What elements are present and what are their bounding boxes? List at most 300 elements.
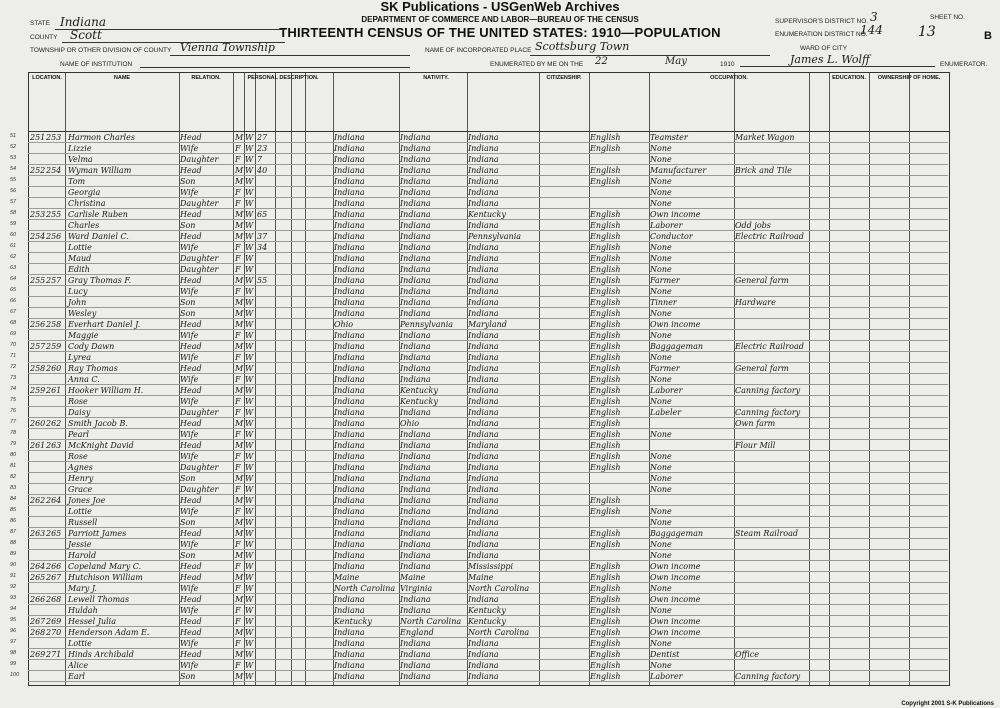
language: English bbox=[590, 254, 621, 263]
mother-birthplace: Indiana bbox=[468, 452, 499, 461]
line-number: 94 bbox=[10, 606, 17, 612]
birthplace: Indiana bbox=[334, 298, 365, 307]
relation: Daughter bbox=[180, 408, 219, 417]
birthplace: Indiana bbox=[334, 507, 365, 516]
family-number: 271 bbox=[46, 650, 62, 659]
father-birthplace: Indiana bbox=[400, 639, 431, 648]
birthplace: Indiana bbox=[334, 562, 365, 571]
relation: Head bbox=[180, 166, 202, 175]
language: English bbox=[590, 452, 621, 461]
family-number: 270 bbox=[46, 628, 62, 637]
birthplace: Indiana bbox=[334, 397, 365, 406]
line-number: 72 bbox=[10, 364, 17, 370]
language: English bbox=[590, 265, 621, 274]
location-heading: LOCATION. bbox=[32, 75, 62, 81]
occupation: None bbox=[650, 177, 672, 186]
relation: Head bbox=[180, 562, 202, 571]
language: English bbox=[590, 221, 621, 230]
relation: Wife bbox=[180, 287, 199, 296]
occupation: None bbox=[650, 584, 672, 593]
incorporated-label: NAME OF INCORPORATED PLACE bbox=[425, 47, 532, 54]
person-name: Hessel Julia bbox=[68, 617, 117, 626]
race: W bbox=[245, 331, 254, 340]
father-birthplace: Indiana bbox=[400, 309, 431, 318]
mother-birthplace: Indiana bbox=[468, 661, 499, 670]
sex: M bbox=[235, 386, 244, 395]
birthplace: Indiana bbox=[334, 221, 365, 230]
line-number: 98 bbox=[10, 650, 17, 656]
father-birthplace: England bbox=[400, 628, 434, 637]
enumerated-label: ENUMERATED BY ME ON THE bbox=[490, 61, 584, 68]
row-divider bbox=[28, 681, 948, 682]
line-number: 80 bbox=[10, 452, 17, 458]
relation: Wife bbox=[180, 331, 199, 340]
language: English bbox=[590, 375, 621, 384]
line-number: 100 bbox=[10, 672, 20, 678]
race: W bbox=[245, 485, 254, 494]
father-birthplace: Indiana bbox=[400, 463, 431, 472]
sex: M bbox=[235, 595, 244, 604]
enumeration-label: ENUMERATION DISTRICT NO. bbox=[775, 31, 868, 38]
line-number: 95 bbox=[10, 617, 17, 623]
family-number: 257 bbox=[46, 276, 62, 285]
race: W bbox=[245, 298, 254, 307]
table-row bbox=[10, 242, 948, 253]
person-name: Rose bbox=[68, 397, 88, 406]
father-birthplace: Indiana bbox=[400, 243, 431, 252]
birthplace: Indiana bbox=[334, 265, 365, 274]
mother-birthplace: Maine bbox=[468, 573, 494, 582]
occupation: None bbox=[650, 452, 672, 461]
line-number: 57 bbox=[10, 199, 17, 205]
occupation: Manufacturer bbox=[650, 166, 707, 175]
occupation: Baggageman bbox=[650, 342, 704, 351]
race: W bbox=[245, 518, 254, 527]
relation: Wife bbox=[180, 639, 199, 648]
sex: M bbox=[235, 573, 244, 582]
relation: Son bbox=[180, 298, 196, 307]
birthplace: Indiana bbox=[334, 133, 365, 142]
race: W bbox=[245, 375, 254, 384]
family-number: 264 bbox=[46, 496, 62, 505]
table-row bbox=[10, 275, 948, 286]
sex: F bbox=[235, 463, 241, 472]
sheet-label: SHEET NO. bbox=[930, 14, 965, 21]
industry: Electric Railroad bbox=[735, 232, 804, 241]
occupation: None bbox=[650, 485, 672, 494]
industry: Flour Mill bbox=[735, 441, 776, 450]
age: 23 bbox=[257, 144, 268, 153]
birthplace: Indiana bbox=[334, 639, 365, 648]
table-row bbox=[10, 374, 948, 385]
sex: F bbox=[235, 331, 241, 340]
person-name: Henry bbox=[68, 474, 94, 483]
relation: Son bbox=[180, 221, 196, 230]
language: English bbox=[590, 298, 621, 307]
dwelling-number: 258 bbox=[30, 364, 46, 373]
occupation: None bbox=[650, 265, 672, 274]
line-number: 79 bbox=[10, 441, 17, 447]
language: English bbox=[590, 628, 621, 637]
enumerator-label: ENUMERATOR. bbox=[940, 61, 988, 68]
relation: Son bbox=[180, 551, 196, 560]
county-value: Scott bbox=[70, 28, 102, 42]
language: English bbox=[590, 353, 621, 362]
mother-birthplace: Indiana bbox=[468, 650, 499, 659]
language: English bbox=[590, 441, 621, 450]
birthplace: Indiana bbox=[334, 232, 365, 241]
table-row bbox=[10, 561, 948, 572]
sex: F bbox=[235, 397, 241, 406]
person-name: Lucy bbox=[68, 287, 88, 296]
person-name: Rose bbox=[68, 452, 88, 461]
line-number: 99 bbox=[10, 661, 17, 667]
sex: M bbox=[235, 628, 244, 637]
line-number: 56 bbox=[10, 188, 17, 194]
family-number: 268 bbox=[46, 595, 62, 604]
line-number: 52 bbox=[10, 144, 17, 150]
line-number: 68 bbox=[10, 320, 17, 326]
occupation: Own income bbox=[650, 320, 701, 329]
father-birthplace: Indiana bbox=[400, 408, 431, 417]
father-birthplace: Indiana bbox=[400, 551, 431, 560]
occupation: Conductor bbox=[650, 232, 693, 241]
line-number: 65 bbox=[10, 287, 17, 293]
sex: M bbox=[235, 221, 244, 230]
education-heading: EDUCATION. bbox=[832, 75, 866, 81]
race: W bbox=[245, 210, 254, 219]
occupation: Tinner bbox=[650, 298, 677, 307]
line-number: 76 bbox=[10, 408, 17, 414]
relation: Wife bbox=[180, 188, 199, 197]
father-birthplace: Ohio bbox=[400, 419, 420, 428]
relation: Head bbox=[180, 595, 202, 604]
township-underline bbox=[170, 55, 410, 56]
age: 34 bbox=[257, 243, 268, 252]
table-row bbox=[10, 473, 948, 484]
person-name: Grace bbox=[68, 485, 93, 494]
mother-birthplace: Indiana bbox=[468, 408, 499, 417]
occupation: Own income bbox=[650, 210, 701, 219]
mother-birthplace: Indiana bbox=[468, 199, 499, 208]
person-name: Harold bbox=[68, 551, 97, 560]
language: English bbox=[590, 661, 621, 670]
sheet-value: 13 bbox=[918, 24, 936, 40]
dwelling-number: 254 bbox=[30, 232, 46, 241]
sex: M bbox=[235, 672, 244, 681]
mother-birthplace: Indiana bbox=[468, 265, 499, 274]
mother-birthplace: Indiana bbox=[468, 276, 499, 285]
birthplace: Indiana bbox=[334, 210, 365, 219]
father-birthplace: Indiana bbox=[400, 221, 431, 230]
table-row bbox=[10, 495, 948, 506]
race: W bbox=[245, 320, 254, 329]
race: W bbox=[245, 221, 254, 230]
mother-birthplace: Indiana bbox=[468, 551, 499, 560]
table-row bbox=[10, 187, 948, 198]
relation: Wife bbox=[180, 243, 199, 252]
person-name: Hutchison William bbox=[68, 573, 143, 582]
line-number: 82 bbox=[10, 474, 17, 480]
mother-birthplace: Indiana bbox=[468, 298, 499, 307]
relation: Son bbox=[180, 309, 196, 318]
race: W bbox=[245, 386, 254, 395]
census-year: 1910 bbox=[720, 61, 735, 68]
age: 7 bbox=[257, 155, 263, 164]
table-row bbox=[10, 484, 948, 495]
line-number: 84 bbox=[10, 496, 17, 502]
language: English bbox=[590, 595, 621, 604]
person-name: Agnes bbox=[68, 463, 93, 472]
language: English bbox=[590, 584, 621, 593]
mother-birthplace: Indiana bbox=[468, 375, 499, 384]
mother-birthplace: North Carolina bbox=[468, 584, 530, 593]
sex: M bbox=[235, 551, 244, 560]
race: W bbox=[245, 496, 254, 505]
enumerator-name: James L. Wolff bbox=[790, 53, 870, 66]
table-row bbox=[10, 154, 948, 165]
sex: F bbox=[235, 584, 241, 593]
line-number: 90 bbox=[10, 562, 17, 568]
line-number: 51 bbox=[10, 133, 17, 139]
table-row bbox=[10, 363, 948, 374]
table-row bbox=[10, 319, 948, 330]
mother-birthplace: Indiana bbox=[468, 144, 499, 153]
occupation: None bbox=[650, 606, 672, 615]
mother-birthplace: Indiana bbox=[468, 430, 499, 439]
table-row bbox=[10, 418, 948, 429]
occupation: None bbox=[650, 639, 672, 648]
dwelling-number: 266 bbox=[30, 595, 46, 604]
relation: Son bbox=[180, 672, 196, 681]
language: English bbox=[590, 430, 621, 439]
father-birthplace: Indiana bbox=[400, 298, 431, 307]
language: English bbox=[590, 287, 621, 296]
birthplace: Indiana bbox=[334, 430, 365, 439]
mother-birthplace: Indiana bbox=[468, 243, 499, 252]
language: English bbox=[590, 606, 621, 615]
mother-birthplace: Kentucky bbox=[468, 617, 506, 626]
person-name: Edith bbox=[68, 265, 90, 274]
mother-birthplace: Indiana bbox=[468, 309, 499, 318]
industry: Hardware bbox=[735, 298, 776, 307]
father-birthplace: North Carolina bbox=[400, 617, 462, 626]
line-number: 62 bbox=[10, 254, 17, 260]
language: English bbox=[590, 672, 621, 681]
race: W bbox=[245, 540, 254, 549]
line-number: 60 bbox=[10, 232, 17, 238]
line-number: 81 bbox=[10, 463, 17, 469]
person-name: Pearl bbox=[68, 430, 89, 439]
table-row bbox=[10, 550, 948, 561]
race: W bbox=[245, 529, 254, 538]
table-row bbox=[10, 209, 948, 220]
line-number: 87 bbox=[10, 529, 17, 535]
line-number: 88 bbox=[10, 540, 17, 546]
race: W bbox=[245, 639, 254, 648]
occupation: None bbox=[650, 474, 672, 483]
family-number: 253 bbox=[46, 133, 62, 142]
language: English bbox=[590, 144, 621, 153]
sex: M bbox=[235, 298, 244, 307]
relation: Son bbox=[180, 177, 196, 186]
race: W bbox=[245, 507, 254, 516]
occupation: Own income bbox=[650, 628, 701, 637]
birthplace: Maine bbox=[334, 573, 360, 582]
birthplace: Indiana bbox=[334, 254, 365, 263]
industry: Own farm bbox=[735, 419, 776, 428]
mother-birthplace: Indiana bbox=[468, 331, 499, 340]
race: W bbox=[245, 353, 254, 362]
birthplace: North Carolina bbox=[334, 584, 396, 593]
father-birthplace: Indiana bbox=[400, 133, 431, 142]
race: W bbox=[245, 551, 254, 560]
language: English bbox=[590, 166, 621, 175]
race: W bbox=[245, 650, 254, 659]
line-number: 66 bbox=[10, 298, 17, 304]
industry: Canning factory bbox=[735, 672, 801, 681]
occupation: None bbox=[650, 188, 672, 197]
father-birthplace: Indiana bbox=[400, 529, 431, 538]
language: English bbox=[590, 650, 621, 659]
occupation: None bbox=[650, 661, 672, 670]
sex: M bbox=[235, 232, 244, 241]
sex: M bbox=[235, 441, 244, 450]
race: W bbox=[245, 606, 254, 615]
sex: F bbox=[235, 408, 241, 417]
person-name: Lottie bbox=[68, 639, 92, 648]
table-row bbox=[10, 660, 948, 671]
table-row bbox=[10, 506, 948, 517]
language: English bbox=[590, 496, 621, 505]
mother-birthplace: Indiana bbox=[468, 254, 499, 263]
sex: F bbox=[235, 485, 241, 494]
personal-heading: PERSONAL DESCRIPTION. bbox=[247, 75, 319, 81]
mother-birthplace: Indiana bbox=[468, 386, 499, 395]
mother-birthplace: Indiana bbox=[468, 441, 499, 450]
person-name: Anna C. bbox=[68, 375, 100, 384]
language: English bbox=[590, 419, 621, 428]
mother-birthplace: Indiana bbox=[468, 221, 499, 230]
mother-birthplace: Indiana bbox=[468, 639, 499, 648]
race: W bbox=[245, 265, 254, 274]
father-birthplace: Indiana bbox=[400, 166, 431, 175]
birthplace: Indiana bbox=[334, 155, 365, 164]
person-name: Ray Thomas bbox=[68, 364, 118, 373]
family-number: 266 bbox=[46, 562, 62, 571]
sex: F bbox=[235, 353, 241, 362]
father-birthplace: Pennsylvania bbox=[400, 320, 454, 329]
occupation: Own income bbox=[650, 595, 701, 604]
table-row bbox=[10, 165, 948, 176]
sex: M bbox=[235, 518, 244, 527]
dwelling-number: 259 bbox=[30, 386, 46, 395]
table-row bbox=[10, 286, 948, 297]
race: W bbox=[245, 474, 254, 483]
sex: M bbox=[235, 210, 244, 219]
person-name: Lizzie bbox=[68, 144, 92, 153]
dwelling-number: 257 bbox=[30, 342, 46, 351]
dwelling-number: 267 bbox=[30, 617, 46, 626]
race: W bbox=[245, 672, 254, 681]
mother-birthplace: Indiana bbox=[468, 672, 499, 681]
race: W bbox=[245, 452, 254, 461]
family-number: 259 bbox=[46, 342, 62, 351]
occupation: None bbox=[650, 463, 672, 472]
line-number: 64 bbox=[10, 276, 17, 282]
supervisor-label: SUPERVISOR'S DISTRICT NO. bbox=[775, 18, 869, 25]
sex: F bbox=[235, 243, 241, 252]
sex: M bbox=[235, 364, 244, 373]
sex: F bbox=[235, 287, 241, 296]
birthplace: Indiana bbox=[334, 177, 365, 186]
birthplace: Indiana bbox=[334, 474, 365, 483]
enumerated-month: May bbox=[665, 56, 687, 67]
line-number: 58 bbox=[10, 210, 17, 216]
birthplace: Indiana bbox=[334, 540, 365, 549]
sex: F bbox=[235, 452, 241, 461]
table-row bbox=[10, 220, 948, 231]
occupation: None bbox=[650, 144, 672, 153]
occupation: None bbox=[650, 397, 672, 406]
father-birthplace: Indiana bbox=[400, 254, 431, 263]
person-name: Tom bbox=[68, 177, 86, 186]
relation: Son bbox=[180, 474, 196, 483]
line-number: 77 bbox=[10, 419, 17, 425]
person-name: Lottie bbox=[68, 243, 92, 252]
occupation: None bbox=[650, 309, 672, 318]
relation: Head bbox=[180, 419, 202, 428]
race: W bbox=[245, 463, 254, 472]
relation: Daughter bbox=[180, 155, 219, 164]
department-heading: DEPARTMENT OF COMMERCE AND LABOR—BUREAU OF THE CENSUS bbox=[361, 15, 639, 24]
occupation: None bbox=[650, 155, 672, 164]
relation: Daughter bbox=[180, 463, 219, 472]
relation: Head bbox=[180, 386, 202, 395]
line-number: 91 bbox=[10, 573, 17, 579]
incorporated-underline bbox=[530, 55, 770, 56]
sex: F bbox=[235, 540, 241, 549]
township-value: Vienna Township bbox=[180, 41, 275, 54]
mother-birthplace: Indiana bbox=[468, 507, 499, 516]
industry: General farm bbox=[735, 276, 789, 285]
relation: Head bbox=[180, 320, 202, 329]
dwelling-number: 255 bbox=[30, 276, 46, 285]
birthplace: Indiana bbox=[334, 452, 365, 461]
father-birthplace: Indiana bbox=[400, 210, 431, 219]
mother-birthplace: Pennsylvania bbox=[468, 232, 522, 241]
occupation: None bbox=[650, 331, 672, 340]
relation: Head bbox=[180, 364, 202, 373]
occupation: None bbox=[650, 353, 672, 362]
occupation: Own income bbox=[650, 562, 701, 571]
table-row bbox=[10, 385, 948, 396]
race: W bbox=[245, 166, 254, 175]
sex: F bbox=[235, 430, 241, 439]
family-number: 260 bbox=[46, 364, 62, 373]
father-birthplace: Indiana bbox=[400, 177, 431, 186]
dwelling-number: 251 bbox=[30, 133, 46, 142]
father-birthplace: Indiana bbox=[400, 518, 431, 527]
father-birthplace: Indiana bbox=[400, 188, 431, 197]
relation: Head bbox=[180, 441, 202, 450]
occupation: None bbox=[650, 540, 672, 549]
race: W bbox=[245, 661, 254, 670]
person-name: Maggie bbox=[68, 331, 99, 340]
person-name: John bbox=[68, 298, 87, 307]
table-row bbox=[10, 462, 948, 473]
industry: General farm bbox=[735, 364, 789, 373]
